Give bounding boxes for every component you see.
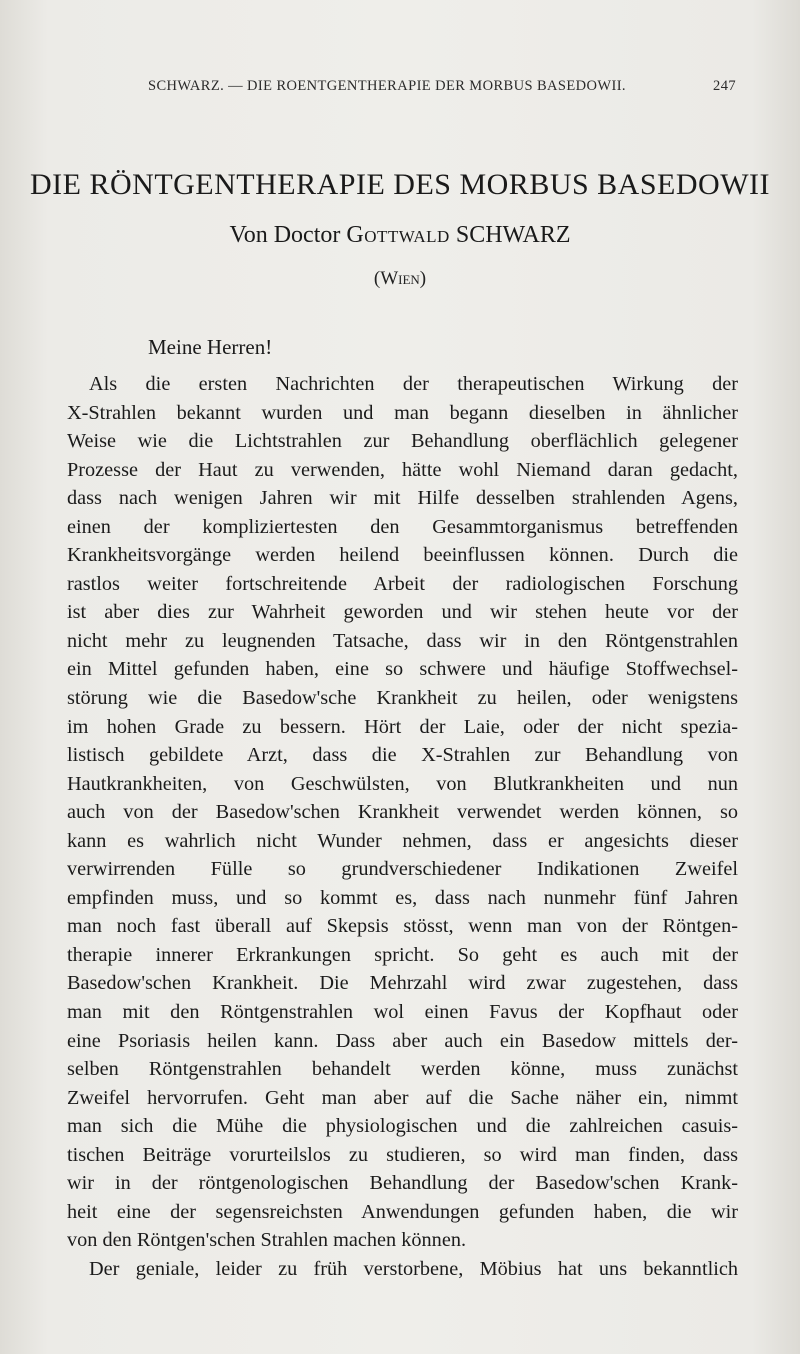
body-line: heit eine der segensreichsten Anwendungen gefunden haben, die wir	[67, 1200, 738, 1223]
running-head-text: SCHWARZ. — DIE ROENTGENTHERAPIE DER MORBUS BASEDOWII.	[148, 78, 626, 94]
body-line: Zweifel hervorrufen. Geht man aber auf die Sache näher ein, nimmt	[67, 1086, 738, 1109]
body-line: Prozesse der Haut zu verwenden, hätte wohl Niemand daran gedacht,	[67, 458, 738, 481]
body-line: dass nach wenigen Jahren wir mit Hilfe desselben strahlenden Agens,	[67, 487, 738, 510]
body-line: Hautkrankheiten, von Geschwülsten, von Blutkrankheiten und nun	[67, 772, 738, 795]
page-number: 247	[713, 78, 736, 94]
body-line: Basedow'schen Krankheit. Die Mehrzahl wird zwar zugestehen, dass	[67, 972, 738, 995]
body-line: Der geniale, leider zu früh verstorbene, Möbius hat uns bekanntlich	[89, 1257, 738, 1280]
body-line: ein Mittel gefunden haben, eine so schwere und häufige Stoffwechsel-	[67, 658, 738, 681]
salutation: Meine Herren!	[148, 335, 273, 359]
body-line: auch von der Basedow'schen Krankheit verwendet werden können, so	[67, 801, 738, 824]
byline	[0, 222, 800, 249]
body-line: Als die ersten Nachrichten der therapeutischen Wirkung der	[89, 373, 738, 395]
body-line: Krankheitsvorgänge werden heilend beeinflussen können. Durch die	[67, 544, 738, 567]
body-line: einen der kompliziertesten den Gesammtorganismus betreffenden	[67, 515, 738, 538]
body-line: rastlos weiter fortschreitende Arbeit der radiologischen Forschung	[67, 572, 738, 595]
body-line: empfinden muss, und so kommt es, dass nach nunmehr fünf Jahren	[67, 886, 738, 909]
body-line: störung wie die Basedow'sche Krankheit zu heilen, oder wenigstens	[67, 687, 738, 710]
body-line: Weise wie die Lichtstrahlen zur Behandlung oberflächlich gelegener	[67, 430, 738, 453]
body-line: nicht mehr zu leugnenden Tatsache, dass wir in den Röntgenstrahlen	[67, 629, 738, 652]
body-line: X-Strahlen bekannt wurden und man begann dieselben in ähnlicher	[67, 401, 738, 424]
body-line: ist aber dies zur Wahrheit geworden und wir stehen heute vor der	[67, 601, 738, 624]
body-line: von den Röntgen'schen Strahlen machen können.	[67, 1229, 467, 1252]
body-line: wir in der röntgenologischen Behandlung der Basedow'schen Krank-	[67, 1172, 738, 1195]
author-affiliation: (Wien)	[373, 268, 427, 289]
author-surname: SCHWARZ	[455, 222, 571, 248]
body-line: therapie innerer Erkrankungen spricht. So geht es auch mit der	[67, 943, 738, 966]
article-title: DIE RÖNTGENTHERAPIE DES MORBUS BASEDOWII	[30, 168, 770, 201]
body-line: tischen Beiträge vorurteilslos zu studieren, so wird man finden, dass	[67, 1143, 738, 1166]
body-line: kann es wahrlich nicht Wunder nehmen, dass er angesichts dieser	[67, 829, 738, 852]
body-text	[67, 370, 738, 1284]
body-line: man noch fast überall auf Skepsis stösst, wenn man von der Röntgen-	[67, 915, 738, 938]
body-line: im hohen Grade zu bessern. Hört der Laie, oder der nicht spezia-	[67, 715, 738, 738]
body-line: eine Psoriasis heilen kann. Dass aber auch ein Basedow mittels der-	[67, 1029, 738, 1052]
body-line: man sich die Mühe die physiologischen und die zahlreichen casuis-	[67, 1115, 738, 1138]
running-head	[148, 78, 738, 95]
byline-prefix: Von Doctor	[229, 222, 341, 248]
body-line: man mit den Röntgenstrahlen wol einen Favus der Kopfhaut oder	[67, 1001, 738, 1024]
body-line: listisch gebildete Arzt, dass die X-Strahlen zur Behandlung von	[67, 744, 738, 767]
body-line: verwirrenden Fülle so grundverschiedener Indikationen Zweifel	[67, 858, 738, 881]
body-line: selben Röntgenstrahlen behandelt werden könne, muss zunächst	[67, 1058, 738, 1081]
author-first-name: Gottwald	[346, 222, 450, 248]
